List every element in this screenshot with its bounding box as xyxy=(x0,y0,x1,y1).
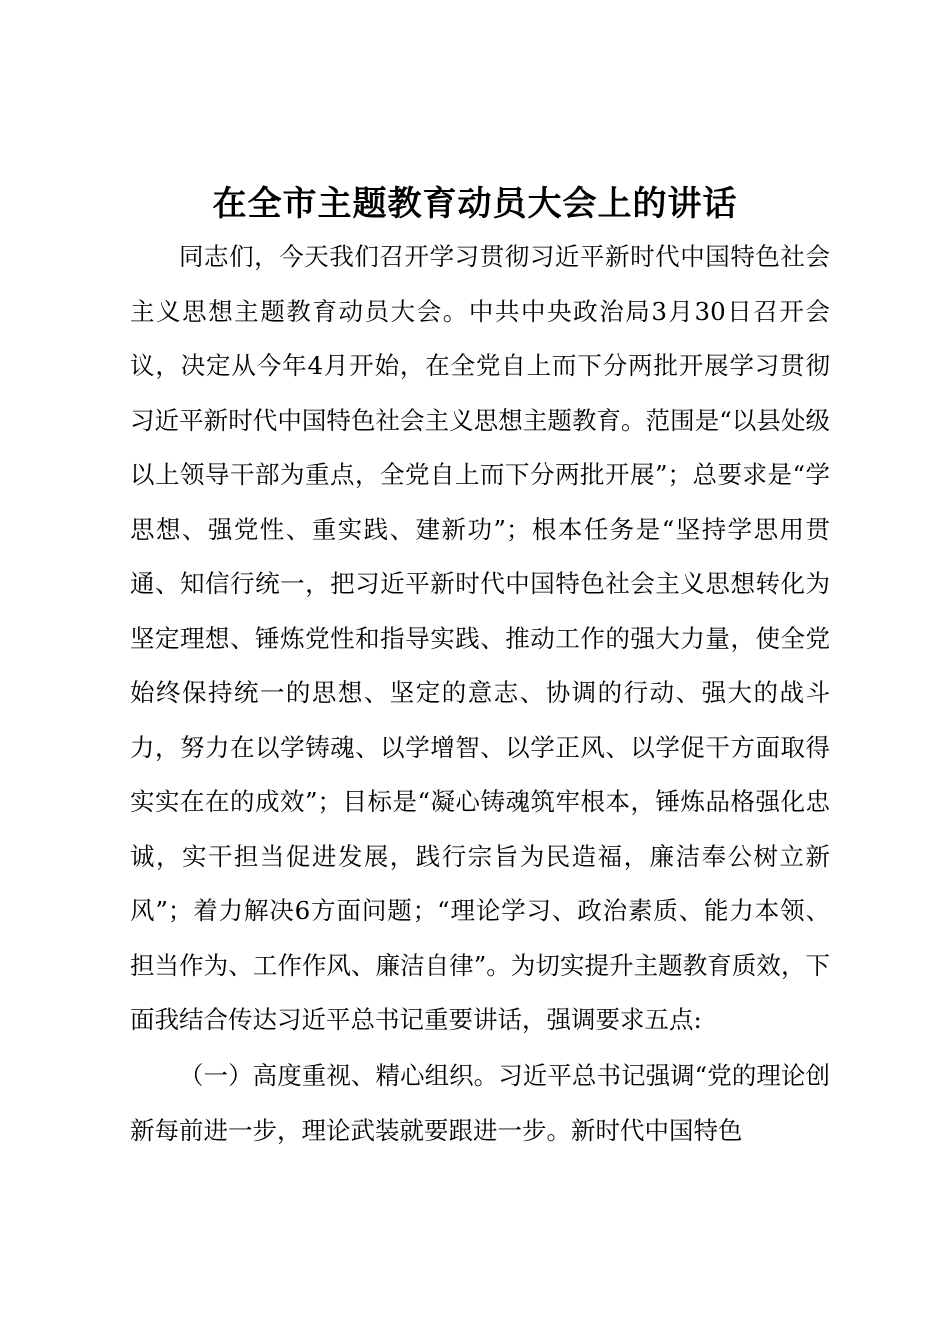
body-paragraph-1: 同志们，今天我们召开学习贯彻习近平新时代中国特色社会主义思想主题教育动员大会。中共中央政治局3月30日召开会议，决定从今年4月开始，在全党自上而下分两批开展学习贯彻习近平新时代中国特色社会主义思想主题教育。范围是“以县处级以上领导干部为重点，全党自上而下分两批开展”；总要求是“学思想、强党性、重实践、建新功”；根本任务是“坚持学思用贯通、知信行统一，把习近平新时代中国特色社会主义思想转化为坚定理想、锤炼党性和指导实践、推动工作的强大力量，使全党始终保持统一的思想、坚定的意志、协调的行动、强大的战斗力，努力在以学铸魂、以学增智、以学正风、以学促干方面取得实实在在的成效”；目标是“凝心铸魂筑牢根本，锤炼品格强化忠诚，实干担当促进发展，践行宗旨为民造福，廉洁奉公树立新风”；着力解决6方面问题；“理论学习、政治素质、能力本领、担当作为、工作作风、廉洁自律”。为切实提升主题教育质效，下面我结合传达习近平总书记重要讲话，强调要求五点: xyxy=(130,242,830,1034)
document-title: 在全市主题教育动员大会上的讲话 xyxy=(212,184,738,224)
body-paragraph-2: （一）高度重视、精心组织。习近平总书记强调“党的理论创新每前进一步，理论武装就要跟进一步。新时代中国特色 xyxy=(130,1061,830,1145)
